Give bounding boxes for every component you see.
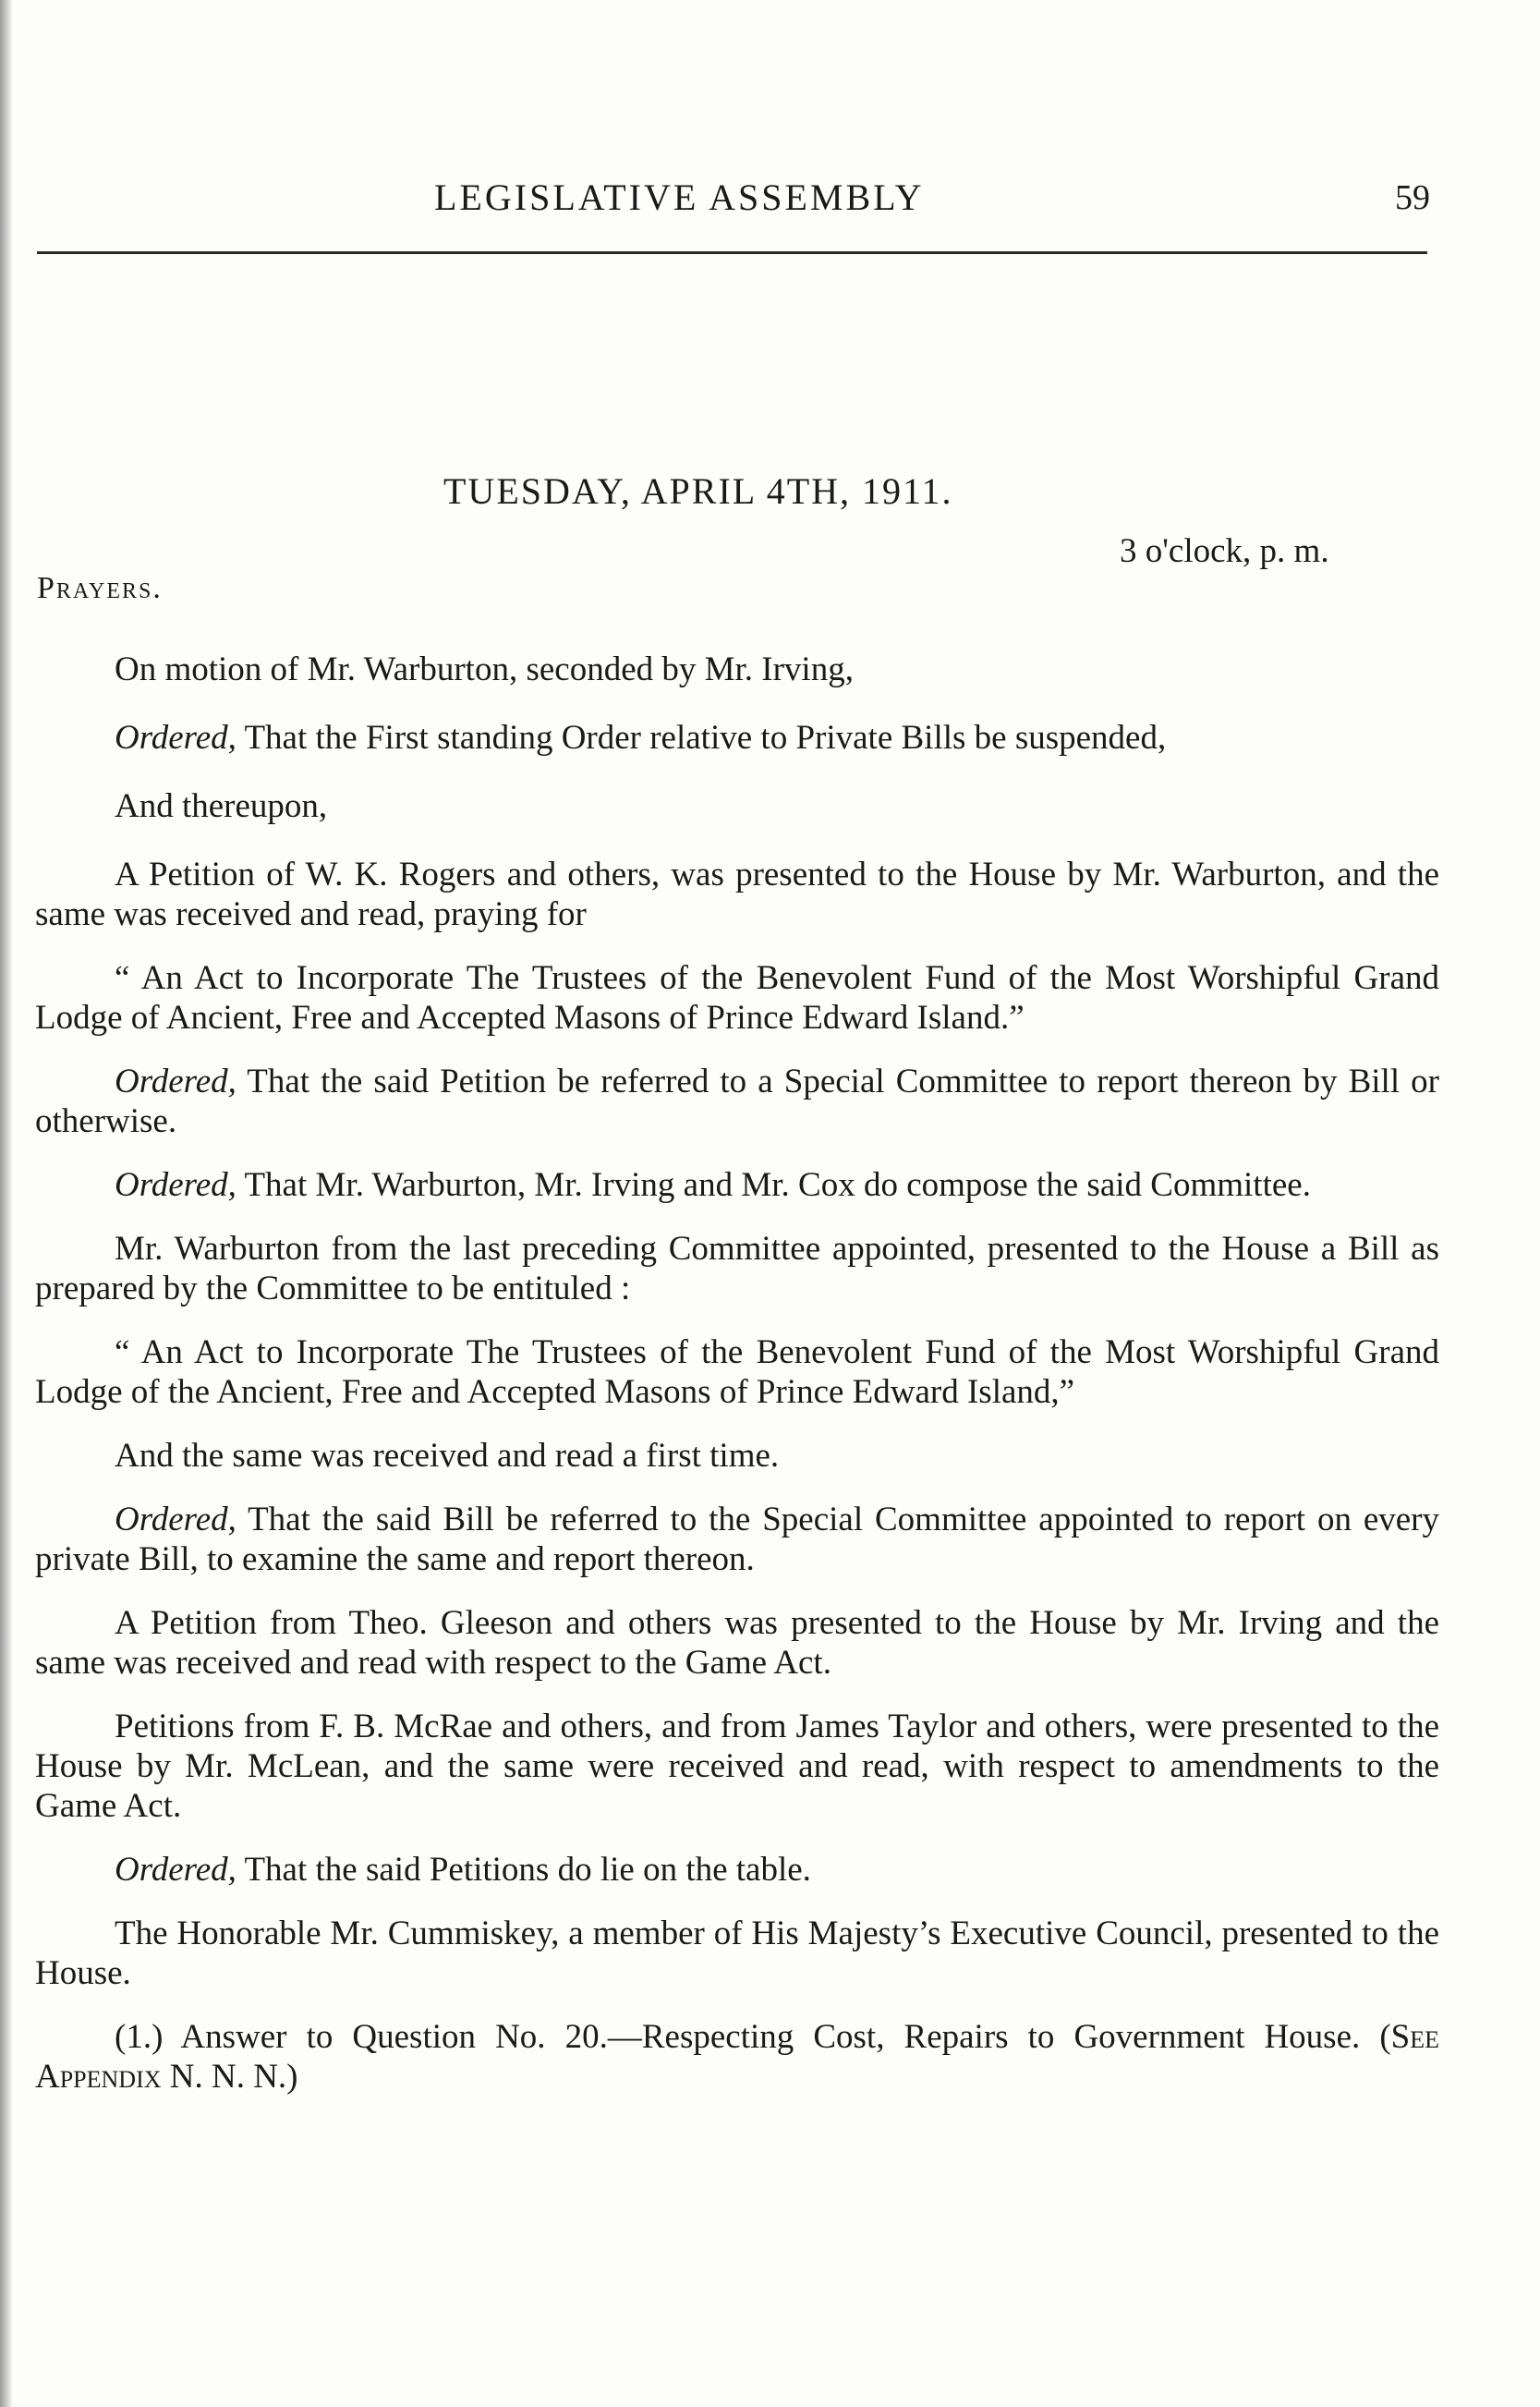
paragraph-text: A Petition from Theo. Gleeson and others was presented to the House by Mr. Irving and the same was received and read with respect to the Game Act. bbox=[35, 1604, 1439, 1682]
paragraph-text: That the said Bill be referred to the Special Committee appointed to report on every private Bill, to examine the same and report thereon. bbox=[35, 1501, 1439, 1578]
paragraph bbox=[35, 2017, 1439, 2097]
paragraph bbox=[35, 1332, 1439, 1412]
paragraph bbox=[35, 1850, 1439, 1890]
running-head: LEGISLATIVE ASSEMBLY bbox=[434, 176, 925, 218]
paragraph-text: “ An Act to Incorporate The Trustees of the Benevolent Fund of the Most Worshipful Grand Lodge of Ancient, Free and Accepted Masons of Prince Edward Island.” bbox=[35, 959, 1439, 1037]
paragraph bbox=[35, 1165, 1439, 1205]
ordered-lead: Ordered, bbox=[115, 719, 236, 757]
paragraph bbox=[35, 1229, 1439, 1308]
ordered-lead: Ordered, bbox=[115, 1501, 236, 1538]
paragraph-text: That the First standing Order relative to Private Bills be suspended, bbox=[236, 719, 1167, 757]
ordered-lead: Ordered, bbox=[115, 1851, 236, 1889]
paragraph bbox=[35, 650, 1439, 689]
header-rule bbox=[37, 251, 1427, 254]
page-number: 59 bbox=[1395, 178, 1430, 217]
paragraph-text: (1.) Answer to Question No. 20.—Respecting Cost, Repairs to Government House. bbox=[115, 2018, 1361, 2056]
paragraph bbox=[35, 1436, 1439, 1476]
paragraph-text: The Honorable Mr. Cummiskey, a member of His Majesty’s Executive Council, presented to the House. bbox=[35, 1915, 1439, 1992]
paragraph-text: That the said Petitions do lie on the table. bbox=[236, 1851, 811, 1889]
paragraph-text: And thereupon, bbox=[115, 787, 328, 825]
paragraph-text: On motion of Mr. Warburton, seconded by Mr. Irving, bbox=[115, 650, 854, 688]
appendix-reference: (See Appendix N. N. N.) bbox=[35, 2018, 1439, 2096]
paragraph-text: That Mr. Warburton, Mr. Irving and Mr. Cox do compose the said Committee. bbox=[236, 1166, 1311, 1204]
paragraph bbox=[35, 1062, 1439, 1141]
paragraph-text: A Petition of W. K. Rogers and others, was presented to the House by Mr. Warburton, and the same was received and read, praying for bbox=[35, 856, 1439, 933]
ordered-lead: Ordered, bbox=[115, 1166, 236, 1204]
paragraph bbox=[35, 1707, 1439, 1826]
paragraph bbox=[35, 855, 1439, 934]
paragraph bbox=[35, 1914, 1439, 1993]
session-date: TUESDAY, APRIL 4TH, 1911. bbox=[443, 470, 953, 512]
ordered-lead: Ordered, bbox=[115, 1063, 236, 1100]
paragraph-text: And the same was received and read a first time. bbox=[115, 1437, 780, 1475]
paragraph bbox=[35, 958, 1439, 1038]
session-time: 3 o'clock, p. m. bbox=[1120, 532, 1329, 570]
prayers-heading: Prayers. bbox=[37, 571, 163, 605]
paragraph-text: “ An Act to Incorporate The Trustees of the Benevolent Fund of the Most Worshipful Grand Lodge of the Ancient, Free and Accepted Masons of Prince Edward Island,” bbox=[35, 1333, 1439, 1411]
page-edge-shadow bbox=[0, 0, 13, 2407]
paragraph bbox=[35, 1500, 1439, 1579]
paragraph-text: Mr. Warburton from the last preceding Committee appointed, presented to the House a Bill as prepared by the Committee to be entituled : bbox=[35, 1230, 1439, 1307]
paragraph bbox=[35, 1603, 1439, 1683]
proceedings-body bbox=[35, 650, 1439, 2121]
paragraph-text: That the said Petition be referred to a Special Committee to report thereon by Bill or otherwise. bbox=[35, 1063, 1439, 1140]
paragraph-text: Petitions from F. B. McRae and others, and from James Taylor and others, were presented to the House by Mr. McLean, and the same were received and read, with respect to amendments to the Game Act. bbox=[35, 1708, 1439, 1825]
paragraph bbox=[35, 718, 1439, 758]
paragraph bbox=[35, 786, 1439, 826]
